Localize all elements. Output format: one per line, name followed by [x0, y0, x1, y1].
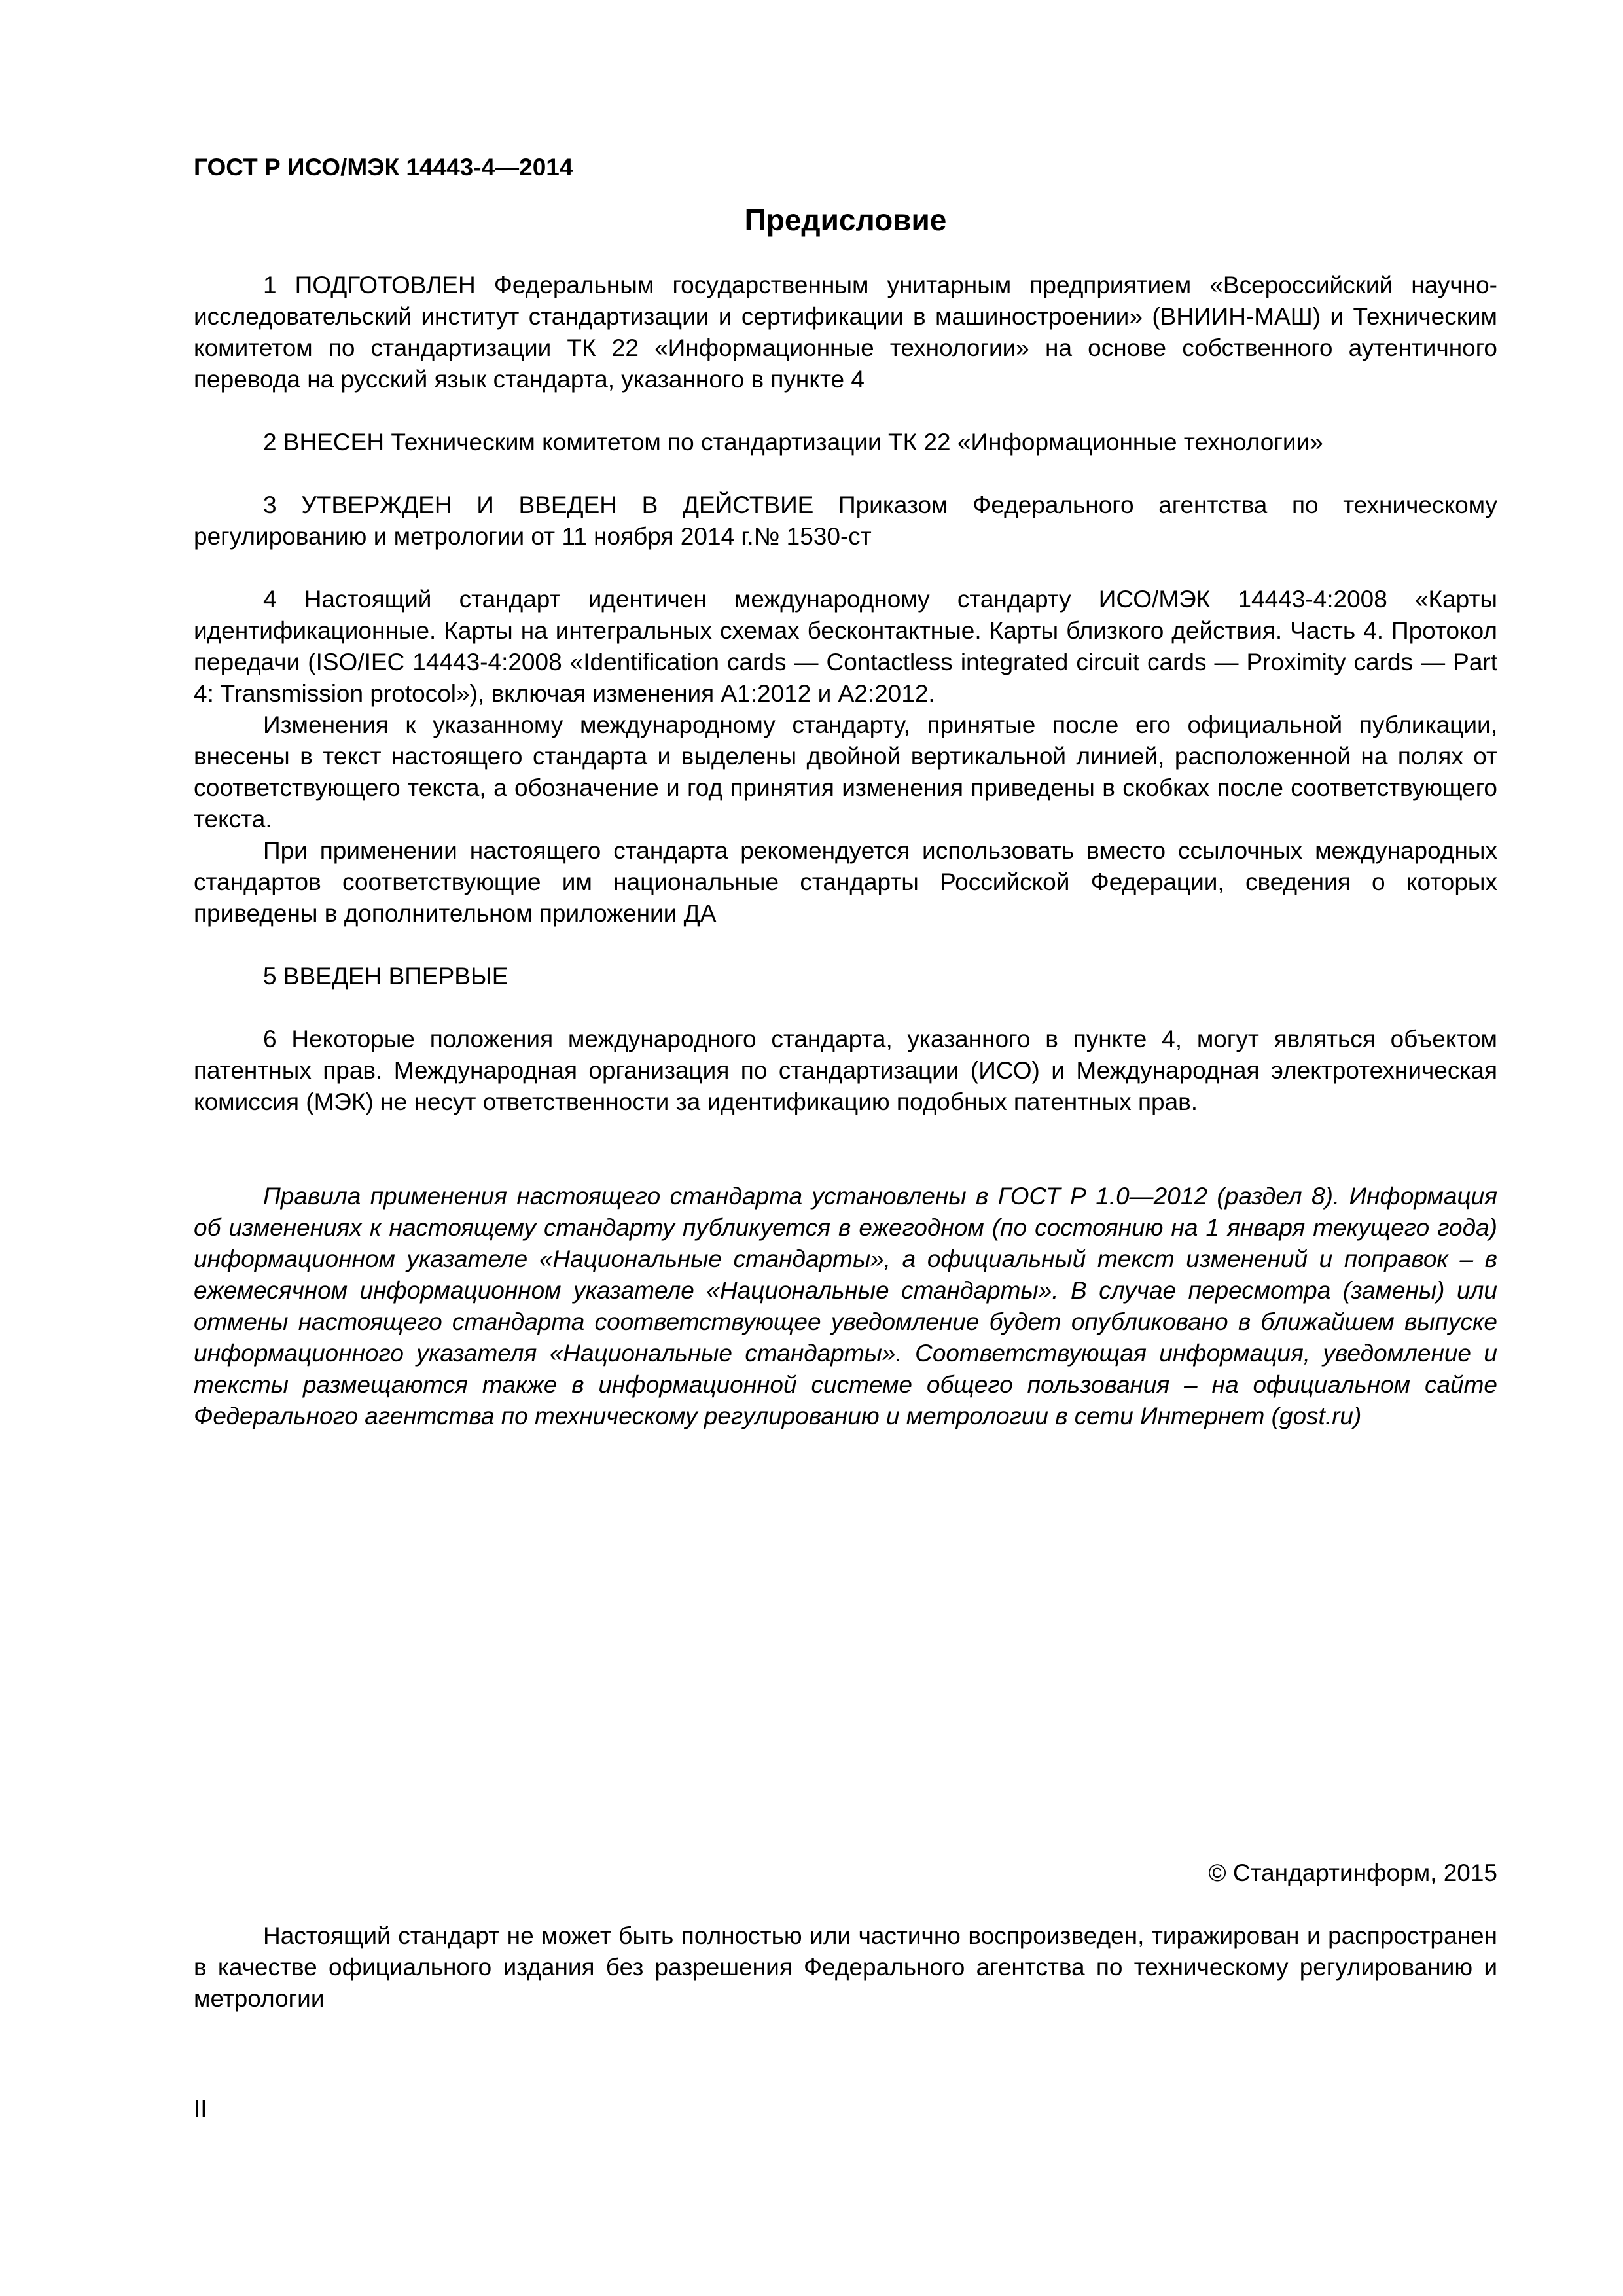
foreword-item-3	[194, 490, 1497, 552]
rules-note	[194, 1181, 1497, 1432]
foreword-item-6	[194, 1024, 1497, 1118]
foreword-item-5	[194, 961, 1497, 992]
foreword-item-1	[194, 270, 1497, 395]
foreword-item-4-amendments-text: Изменения к указанному международному стандарту, принятые после его официальной публикации, внесены в текст настоящего стандарта и выделены двойной вертикальной линией, расположенной на полях от соответствующего текста, а обозначение и год принятия изменения приведены в скобках после соответствующего текста.	[194, 711, 1497, 833]
foreword-item-1-text: 1 ПОДГОТОВЛЕН Федеральным государственным унитарным предприятием «Всероссийский научно-исследовательский институт стандартизации и сертификации в машиностроении» (ВНИИН-МАШ) и Техническим комитетом по стандартизации ТК 22 «Информационные технологии» на основе собственного аутентичного перевода на русский язык стандарта, указанного в пункте 4	[194, 272, 1497, 393]
foreword-item-4	[194, 584, 1497, 929]
foreword-item-2-text: 2 ВНЕСЕН Техническим комитетом по стандартизации ТК 22 «Информационные технологии»	[263, 429, 1323, 456]
foreword-item-4-text: 4 Настоящий стандарт идентичен международному стандарту ИСО/МЭК 14443-4:2008 «Карты идентификационные. Карты на интегральных схемах бесконтактные. Карты близкого действия. Часть 4. Протокол передачи (ISO/IEC 14443-4:2008 «Identification cards — Contactless integrated circuit cards — Proximity cards — Part 4: Transmission protocol»), включая изменения А1:2012 и А2:2012.	[194, 586, 1497, 707]
foreword-item-5-text: 5 ВВЕДЕН ВПЕРВЫЕ	[263, 963, 508, 990]
reproduction-notice	[194, 1920, 1497, 2015]
reproduction-notice-text: Настоящий стандарт не может быть полностью или частично воспроизведен, тиражирован и распространен в качестве официального издания без разрешения Федерального агентства по техническому регулированию и метрологии	[194, 1922, 1497, 2012]
foreword-item-4-references-text: При применении настоящего стандарта рекомендуется использовать вместо ссылочных международных стандартов соответствующие им национальные стандарты Российской Федерации, сведения о которых приведены в дополнительном приложении ДА	[194, 837, 1497, 927]
page-number: II	[194, 2095, 207, 2122]
foreword-item-3-text: 3 УТВЕРЖДЕН И ВВЕДЕН В ДЕЙСТВИЕ Приказом Федерального агентства по техническому регулированию и метрологии от 11 ноября 2014 г.№ 1530-ст	[194, 492, 1497, 550]
foreword-item-2	[194, 427, 1497, 458]
foreword-item-6-text: 6 Некоторые положения международного стандарта, указанного в пункте 4, могут являться объектом патентных прав. Международная организация по стандартизации (ИСО) и Международная электротехническая комиссия (МЭК) не несут ответственности за идентификацию подобных патентных прав.	[194, 1026, 1497, 1115]
page-title: Предисловие	[744, 203, 947, 237]
copyright-notice: © Стандартинформ, 2015	[1208, 1859, 1497, 1886]
rules-note-text: Правила применения настоящего стандарта установлены в ГОСТ Р 1.0—2012 (раздел 8). Информация об изменениях к настоящему стандарту публикуется в ежегодном (по состоянию на 1 января текущего года) информационном указателе «Национальные стандарты», а официальный текст изменений и поправок – в ежемесячном информационном указателе «Национальные стандарты». В случае пересмотра (замены) или отмены настоящего стандарта соответствующее уведомление будет опубликовано в ближайшем выпуске информационного указателя «Национальные стандарты». Соответствующая информация, уведомление и тексты размещаются также в информационной системе общего пользования – на официальном сайте Федерального агентства по техническому регулированию и метрологии в сети Интернет (gost.ru)	[194, 1183, 1497, 1429]
document-code-header: ГОСТ Р ИСО/МЭК 14443-4—2014	[194, 154, 573, 181]
